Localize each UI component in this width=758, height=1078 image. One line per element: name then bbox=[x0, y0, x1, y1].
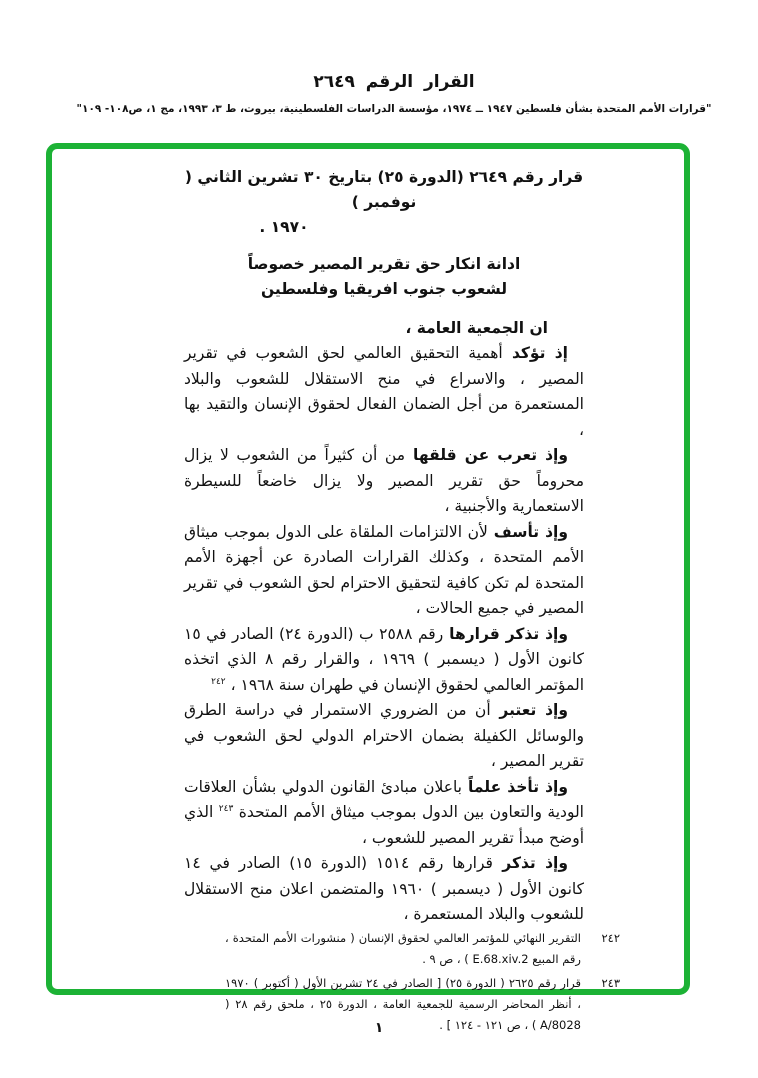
resolution-paragraph: وإذ تأخذ علماً باعلان مبادئ القانون الدولي بشأن العلاقات الودية والتعاون بين الدول بموجب ميثاق الأمم المتحدة $^{٢٤٣}$ الذي أوضح مبدأ تقرير المصير للشعوب ، bbox=[184, 777, 584, 847]
resolution-paragraph: وإذ تعرب عن قلقها من أن كثيراً من الشعوب لا يزال محروماً حق تقرير المصير ولا يزال خاضعاً للسيطرة الاستعمارية والأجنبية ، bbox=[184, 446, 584, 515]
footnote-text: قرار رقم ٢٦٢٥ ( الدورة ٢٥) [ الصادر في ٢٤ تشرين الأول ( أكتوبر ) ١٩٧٠ ، أنظر المحاضر الرسمية للجمعية العامة ، الدورة ٢٥ ، ملحق رقم ٢٨ ( A/8028 ) ، ص ١٢١ - ١٢٤ ] . bbox=[225, 975, 582, 1032]
resolution-green-frame bbox=[46, 143, 690, 1032]
footnote-number: ٢٤٢ bbox=[601, 930, 620, 945]
preamble-opening: ان الجمعية العامة ، bbox=[405, 319, 548, 337]
page-number: ١ bbox=[374, 1020, 384, 1036]
resolution-heading-year: ١٩٧٠ . bbox=[259, 218, 309, 236]
resolution-paragraph: وإذ تذكر قرارها رقم ٢٥٨٨ ب (الدورة ٢٤) الصادر في ١٥ كانون الأول ( ديسمبر ) ١٩٦٩ ، والقرار رقم ٨ الذي اتخذه المؤتمر العالمي لحقوق الإنسان في طهران سنة ١٩٦٨ ، $^{٢٤٢}$ bbox=[184, 624, 584, 694]
body-paragraphs bbox=[184, 341, 584, 928]
resolution-title-line2: لشعوب جنوب افريقيا وفلسطين bbox=[260, 280, 508, 298]
footnote-text: التقرير النهائي للمؤتمر العالمي لحقوق الإنسان ( منشورات الأمم المتحدة ، رقم المبيع E.68.xiv.2 ) ، ص ٩ . bbox=[225, 930, 581, 966]
footnote-number: ٢٤٣ bbox=[601, 975, 620, 990]
resolution-paragraph: إذ تؤكد أهمية التحقيق العالمي لحق الشعوب في تقرير المصير ، والاسراع في منح الاستقلال للشعوب والبلاد المستعمرة من أجل الضمان الفعال لحقوق الإنسان والتقيد بها ، bbox=[184, 344, 584, 439]
footnote bbox=[180, 928, 620, 970]
resolution-paragraph: وإذ تعتبر أن من الضروري الاستمرار في دراسة الطرق والوسائل الكفيلة بضمان الاحترام الدولي لحق الشعوب في تقرير المصير ، bbox=[184, 701, 584, 770]
header-title: القرار الرقم ٢٦٤٩ bbox=[313, 72, 475, 92]
document-header bbox=[40, 72, 748, 115]
resolution-heading-line1: قرار رقم ٢٦٤٩ (الدورة ٢٥) بتاريخ ٣٠ تشرين الثاني ( نوفمبر ) bbox=[184, 168, 584, 211]
footnote-reference: ٢٤٢ bbox=[211, 676, 226, 687]
resolution-paragraph: وإذ تأسف لأن الالتزامات الملقاة على الدول بموجب ميثاق الأمم المتحدة ، وكذلك القرارات الصادرة عن أجهزة الأمم المتحدة لم تكن كافية لتحقيق الاحترام لحق الشعوب في تقرير المصير في جميع الحالات ، bbox=[184, 522, 584, 617]
resolution-title-line1: ادانة انكار حق تقرير المصير خصوصاً bbox=[247, 255, 521, 273]
resolution-paragraph: وإذ تذكر قرارها رقم ١٥١٤ (الدورة ١٥) الصادر في ١٤ كانون الأول ( ديسمبر ) ١٩٦٠ والمتضمن اعلان منح الاستقلال للشعوب والبلاد المستعمرة ، bbox=[184, 854, 584, 923]
source-citation-line: "قرارات الأمم المتحدة بشأن فلسطين ١٩٤٧ ــ ١٩٧٤، مؤسسة الدراسات الفلسطينية، بيروت، ط ٣، ١٩٩٣، مج ١، ص١٠٨- ١٠٩" bbox=[76, 103, 712, 115]
footnote-reference: ٢٤٣ bbox=[218, 803, 234, 814]
